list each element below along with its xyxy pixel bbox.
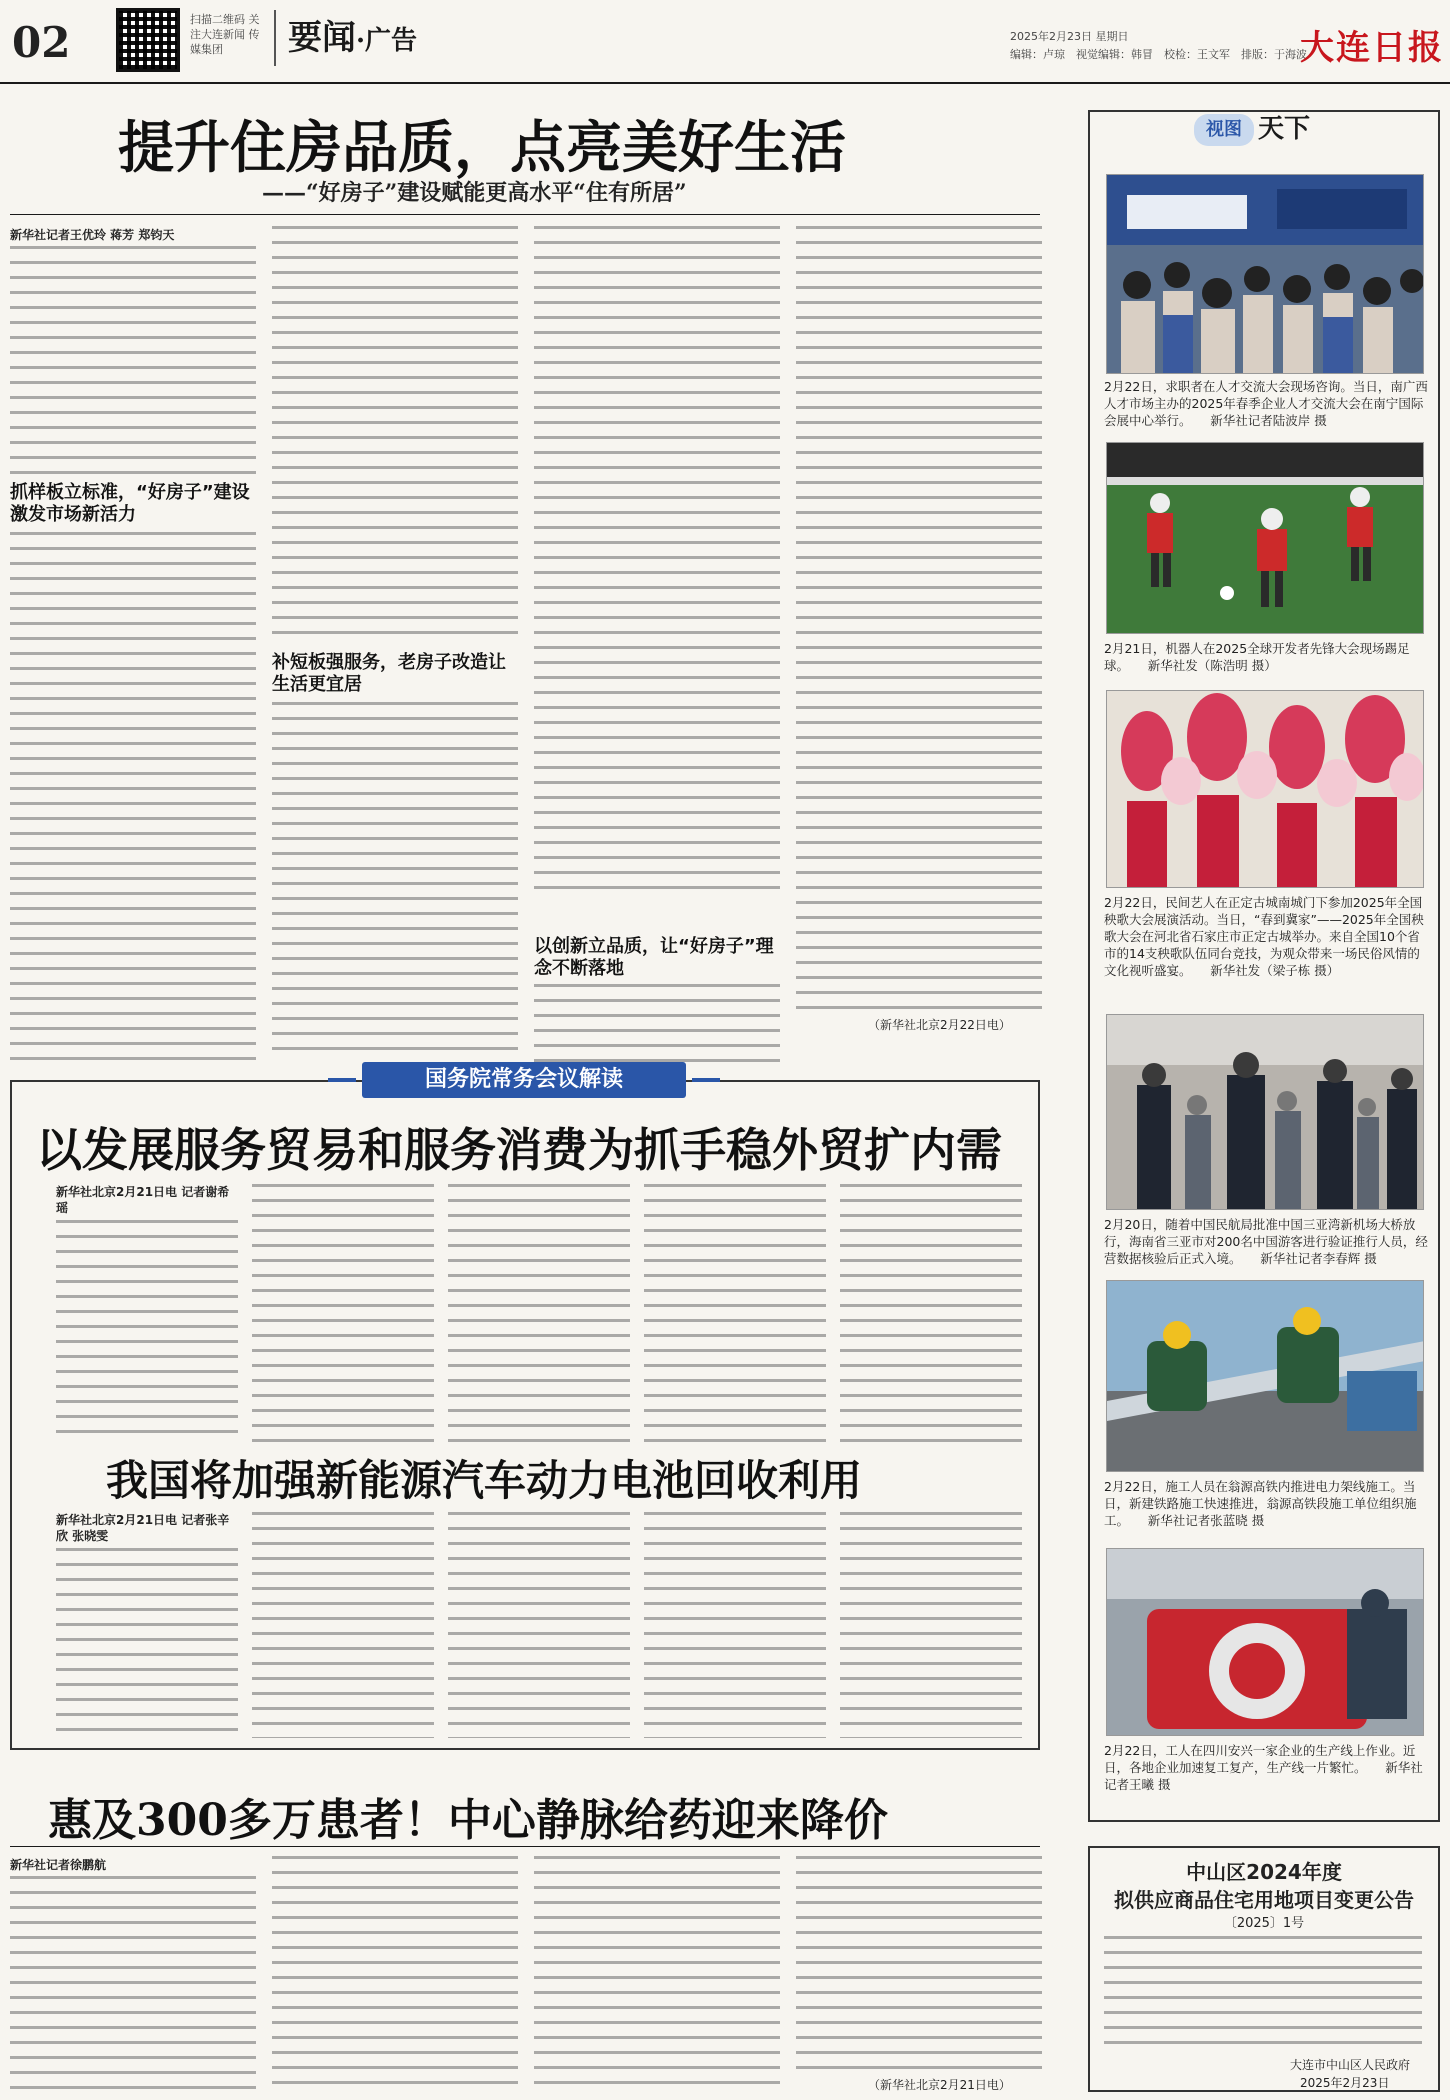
masthead bbox=[0, 0, 1450, 84]
issue-date: 2025年2月23日 星期日 bbox=[1010, 30, 1129, 43]
article-text bbox=[252, 1184, 434, 1442]
drug-signoff: （新华社北京2月21日电） bbox=[868, 2078, 1011, 2092]
lead-subhead: ——“好房子”建设赋能更高水平“住有所居” bbox=[262, 180, 687, 206]
article-text bbox=[10, 1876, 256, 2092]
land-notice-title-2: 拟供应商品住宅用地项目变更公告 bbox=[1114, 1888, 1414, 1912]
land-notice-date: 2025年2月23日 bbox=[1300, 2076, 1390, 2090]
editor-credits: 编辑：卢琼 视觉编辑：韩冒 校检：王文军 排版：于海波 bbox=[1010, 48, 1307, 61]
article-text bbox=[796, 226, 1042, 1012]
newspaper-logo: 大连日报 bbox=[1300, 28, 1444, 68]
article-text bbox=[534, 984, 780, 1062]
qr-code-icon bbox=[116, 8, 180, 72]
article-text bbox=[272, 702, 518, 1062]
article-text bbox=[534, 226, 780, 898]
state-council-byline: 新华社北京2月21日电 记者谢希瑶 bbox=[56, 1185, 230, 1215]
article-text bbox=[840, 1512, 1022, 1738]
photo-airport bbox=[1106, 1014, 1424, 1210]
lead-heading-3: 补短板强服务，老房子改造让生活更宜居 bbox=[272, 652, 506, 695]
land-notice-title-1: 中山区2024年度 bbox=[1186, 1860, 1342, 1884]
photo-robot-soccer bbox=[1106, 442, 1424, 634]
drug-byline: 新华社记者徐鹏航 bbox=[10, 1858, 107, 1872]
photo-power-construction bbox=[1106, 1280, 1424, 1472]
article-text bbox=[448, 1512, 630, 1738]
lead-headline: 提升住房品质，点亮美好生活 bbox=[118, 115, 846, 181]
photo-caption: 2月20日，随着中国民航局批准中国三亚湾新机场大桥放行，海南省三亚市对200名中国游客进行验证推行人员，经营数据核验后正式入境。 新华社记者李春辉 摄 bbox=[1104, 1217, 1428, 1266]
photo-caption: 2月22日，工人在四川安兴一家企业的生产线上作业。近日，各地企业加速复工复产，生产线一片繁忙。 新华社记者王曦 摄 bbox=[1104, 1743, 1423, 1792]
article-text bbox=[272, 1856, 518, 2092]
lead-heading-4: 以创新立品质，让“好房子”理念不断落地 bbox=[534, 936, 774, 979]
article-text bbox=[56, 1220, 238, 1442]
article-text bbox=[252, 1512, 434, 1738]
article-text bbox=[644, 1184, 826, 1442]
article-text bbox=[448, 1184, 630, 1442]
divider bbox=[10, 1846, 1040, 1847]
drug-headline: 惠及300多万患者！中心静脉给药迎来降价 bbox=[48, 1795, 888, 1846]
photo-job-fair bbox=[1106, 174, 1424, 374]
section-name: 要闻 bbox=[288, 18, 356, 58]
photo-column-title bbox=[1194, 108, 1310, 146]
photo-caption: 2月21日，机器人在2025全球开发者先锋大会现场踢足球。 新华社发（陈浩明 摄） bbox=[1104, 641, 1410, 673]
photo-caption: 2月22日，求职者在人才交流大会现场咨询。当日，南广西人才市场主办的2025年春季企业人才交流大会在南宁国际会展中心举行。 新华社记者陆波岸 摄 bbox=[1104, 379, 1428, 428]
land-notice-issuer: 大连市中山区人民政府 bbox=[1290, 2058, 1411, 2072]
notice-text bbox=[1104, 1936, 1422, 2048]
page-number: 02 bbox=[12, 18, 71, 67]
qr-caption: 扫描二维码 关注大连新闻 传媒集团 bbox=[190, 13, 260, 56]
divider bbox=[10, 214, 1040, 215]
article-text bbox=[10, 246, 256, 474]
lead-heading-2: 抓样板立标准，“好房子”建设激发市场新活力 bbox=[10, 482, 250, 525]
state-council-banner: 国务院常务会议解读 bbox=[362, 1062, 686, 1098]
photo-seal: 视图 bbox=[1194, 114, 1254, 146]
lead-signoff: （新华社北京2月22日电） bbox=[868, 1018, 1011, 1032]
article-text bbox=[56, 1548, 238, 1738]
photo-yangge-dance bbox=[1106, 690, 1424, 888]
land-notice-number: 〔2025〕1号 bbox=[1223, 1916, 1305, 1931]
section-title bbox=[274, 10, 417, 66]
battery-byline: 新华社北京2月21日电 记者张辛欣 张晓雯 bbox=[56, 1513, 230, 1543]
photo-caption: 2月22日，施工人员在翁源高铁内推进电力架线施工。当日，新建铁路施工快速推进，翁源高铁段施工单位组织施工。 新华社记者张蓝晓 摄 bbox=[1104, 1479, 1417, 1528]
photo-caption: 2月22日，民间艺人在正定古城南城门下参加2025年全国秧歌大会展演活动。当日，“春到冀家”——2025年全国秧歌大会在河北省石家庄市正定古城举办。来自全国10个省市的14支秧歌队伍同台竞技，为观众带来一场民俗风情的文化视听盛宴。 新华社发（梁子栋 摄） bbox=[1104, 895, 1424, 978]
section-subname: ·广告 bbox=[356, 26, 418, 56]
article-text bbox=[840, 1184, 1022, 1442]
article-text bbox=[272, 226, 518, 646]
battery-headline: 我国将加强新能源汽车动力电池回收利用 bbox=[106, 1456, 863, 1505]
photo-factory bbox=[1106, 1548, 1424, 1736]
state-council-headline: 以发展服务贸易和服务消费为抓手稳外贸扩内需 bbox=[36, 1123, 1002, 1177]
photo-column-title-text: 天下 bbox=[1258, 114, 1311, 144]
lead-byline: 新华社记者王优玲 蒋芳 郑钧天 bbox=[10, 228, 175, 242]
article-text bbox=[534, 1856, 780, 2092]
article-text bbox=[10, 532, 256, 1062]
article-text bbox=[644, 1512, 826, 1738]
article-text bbox=[796, 1856, 1042, 2072]
